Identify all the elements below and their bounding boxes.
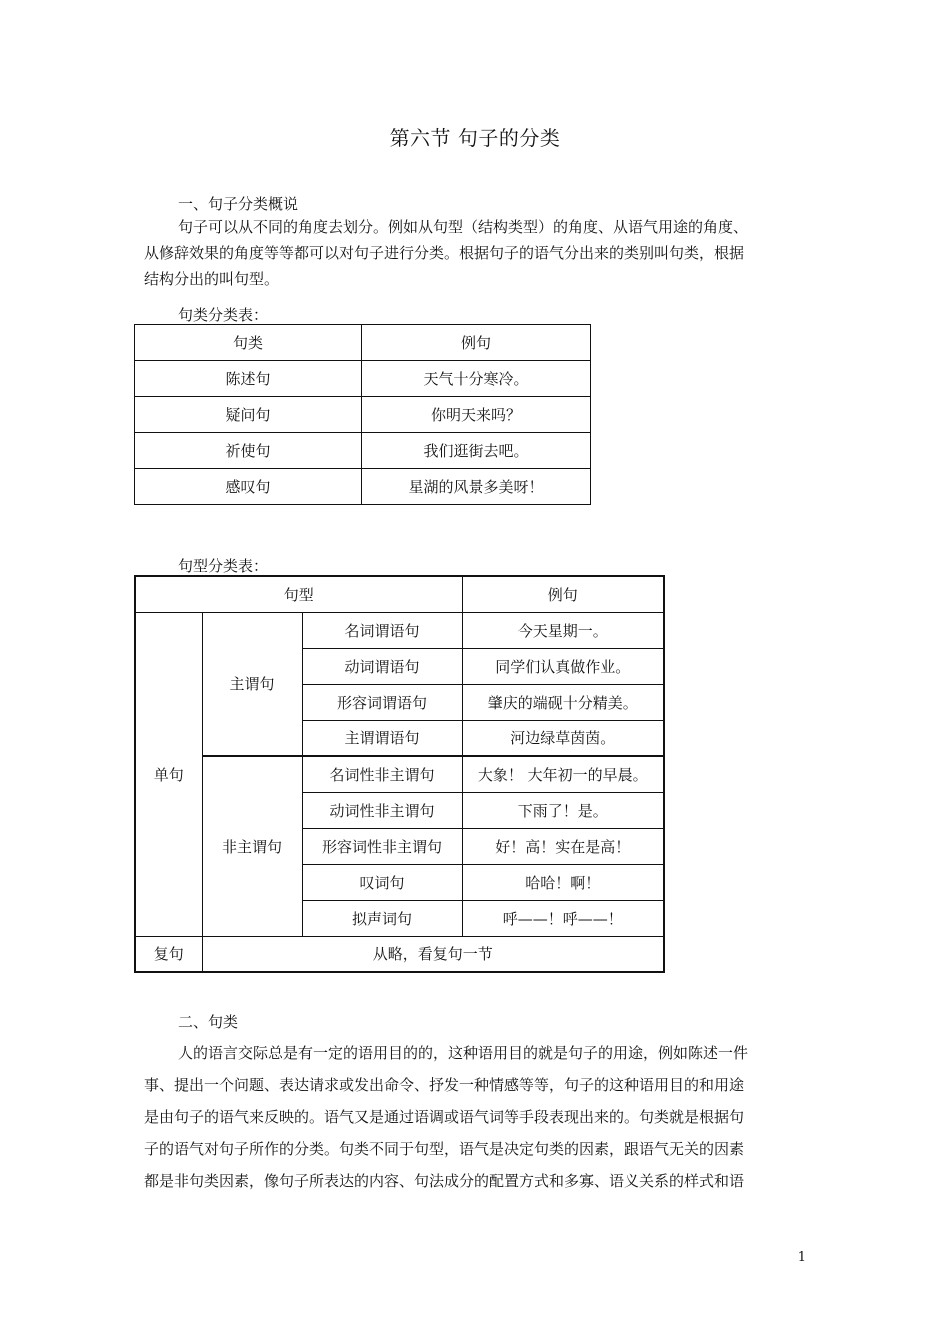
table-row [135,612,664,648]
non-subject-predicate-label: 非主谓句 [202,756,302,936]
table-cell: 形容词谓语句 [302,684,462,720]
table-cell: 叹词句 [302,864,462,900]
table-1-caption: 句类分类表： [178,306,269,324]
paragraph-line: 都是非句类因素，像句子所表达的内容、句法成分的配置方式和多寡、语义关系的样式和语 [144,1172,745,1190]
table-row [135,433,591,469]
table-cell: 形容词性非主谓句 [302,828,462,864]
paragraph-line: 从修辞效果的角度等等都可以对句子进行分类。根据句子的语气分出来的类别叫句类，根据 [144,244,745,262]
table-cell: 名词谓语句 [302,612,462,648]
header-cell: 句类 [135,325,362,361]
sentence-mood-table [134,324,591,505]
table-cell: 哈哈！啊！ [462,864,664,900]
paragraph-line: 是由句子的语气来反映的。语气又是通过语调或语气词等手段表现出来的。句类就是根据句 [144,1108,745,1126]
paragraph-line: 事、提出一个问题、表达请求或发出命令、抒发一种情感等等，句子的这种语用目的和用途 [144,1076,745,1094]
table-row [135,936,664,972]
table-row [135,756,664,792]
page-number: 1 [797,1250,806,1265]
table-cell: 陈述句 [135,361,362,397]
table-cell: 动词谓语句 [302,648,462,684]
paragraph-line: 人的语言交际总是有一定的语用目的的，这种语用目的就是句子的用途，例如陈述一件 [178,1044,749,1062]
table-cell: 大象！ 大年初一的早晨。 [462,756,664,792]
table-cell: 感叹句 [135,469,362,505]
table-cell: 下雨了！是。 [462,792,664,828]
table-cell: 呼——！呼——！ [462,900,664,936]
table-cell: 疑问句 [135,397,362,433]
table-cell: 我们逛街去吧。 [362,433,591,469]
table-row [135,397,591,433]
table-header-row [135,325,591,361]
table-cell: 河边绿草茵茵。 [462,720,664,756]
paragraph-line: 子的语气对句子所作的分类。句类不同于句型，语气是决定句类的因素，跟语气无关的因素 [144,1140,745,1158]
subject-predicate-label: 主谓句 [202,612,302,756]
table-row [135,469,591,505]
table-cell: 天气十分寒冷。 [362,361,591,397]
table-cell: 你明天来吗？ [362,397,591,433]
table-cell: 星湖的风景多美呀！ [362,469,591,505]
sentence-pattern-table [134,575,665,973]
section-2-paragraph [144,1037,814,1197]
table-cell: 主谓谓语句 [302,720,462,756]
table-cell: 肇庆的端砚十分精美。 [462,684,664,720]
table-row [135,361,591,397]
table-cell: 名词性非主谓句 [302,756,462,792]
table-cell: 好！高！实在是高！ [462,828,664,864]
table-2-caption: 句型分类表： [178,557,269,575]
single-sentence-label: 单句 [135,612,202,936]
complex-sentence-label: 复句 [135,936,202,972]
table-cell: 动词性非主谓句 [302,792,462,828]
table-cell: 拟声词句 [302,900,462,936]
table-header-row [135,576,664,612]
complex-sentence-note: 从略，看复句一节 [202,936,664,972]
section-1-paragraph [144,214,814,292]
header-cell: 例句 [362,325,591,361]
table-cell: 祈使句 [135,433,362,469]
section-2-heading: 二、句类 [178,1013,239,1031]
header-cell: 句型 [135,576,462,612]
header-cell: 例句 [462,576,664,612]
paragraph-line: 句子可以从不同的角度去划分。例如从句型（结构类型）的角度、从语气用途的角度、 [178,218,749,236]
section-1-heading: 一、句子分类概说 [178,195,299,213]
page-title: 第六节 句子的分类 [389,126,561,150]
table-cell: 同学们认真做作业。 [462,648,664,684]
table-cell: 今天星期一。 [462,612,664,648]
paragraph-line: 结构分出的叫句型。 [144,270,280,288]
